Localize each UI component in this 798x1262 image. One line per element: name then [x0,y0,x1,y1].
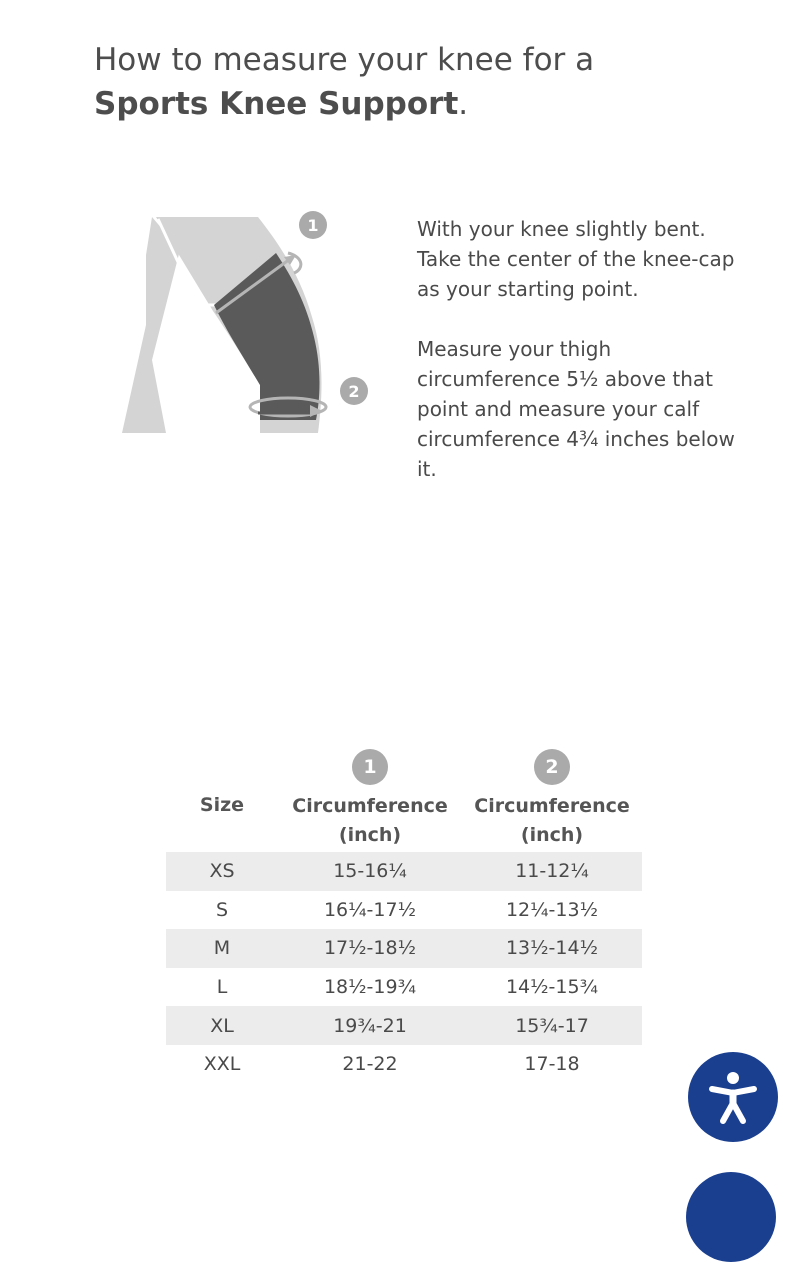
secondary-floating-button[interactable] [686,1172,776,1262]
thigh-circumference-cell: 21-22 [342,1053,398,1076]
col2-header [462,791,642,852]
calf-circumference-cell: 15¾-17 [462,1006,642,1045]
title-line1: How to measure your knee for a [94,42,595,78]
size-cell: L [216,976,228,999]
thigh-circumference-cell: 18½-19¾ [323,976,417,999]
table-row [166,852,642,891]
accessibility-button[interactable] [688,1052,778,1142]
size-chart-table [166,735,642,1084]
calf-circumference-cell: 17-18 [524,1053,580,1076]
calf-circumference-cell: 13½-14½ [462,929,642,968]
table-marker-2: 2 [534,749,570,785]
table-header-row [166,791,642,852]
page-title [94,38,734,126]
instruction-paragraph-2: Measure your thigh circumference 5½ above that point and measure your calf circumference 4¾ inches below it. [417,337,735,481]
table-marker-2-cell [462,735,642,791]
instruction-paragraph-1: With your knee slightly bent. Take the center of the knee-cap as your starting point. [417,217,735,301]
table-row [166,929,642,968]
accessibility-person-icon [704,1068,762,1126]
table-marker-1-cell [278,735,462,791]
calf-circumference-cell: 12¼-13½ [505,898,599,921]
marker-1-label: 1 [307,216,319,235]
table-row [166,968,642,1007]
col2-header-unit: (inch) [520,824,584,846]
thigh-circumference-cell: 19¾-21 [278,1006,462,1045]
col1-header-title: Circumference [292,795,448,817]
table-marker-1: 1 [352,749,388,785]
size-column-header: Size [199,794,245,816]
size-cell: XS [166,852,278,891]
calf-circumference-cell: 11-12¼ [462,852,642,891]
table-row [166,1006,642,1045]
size-cell: XXL [203,1053,241,1076]
col2-header-title: Circumference [474,795,630,817]
title-product: Sports Knee Support [94,86,459,122]
size-cell: XL [166,1006,278,1045]
table-marker-row [166,735,642,791]
thigh-circumference-cell: 17½-18½ [278,929,462,968]
table-row [166,891,642,930]
empty-header-cell [166,735,278,791]
col1-header-unit: (inch) [338,824,402,846]
table-row [166,1045,642,1084]
thigh-circumference-cell: 15-16¼ [278,852,462,891]
measurement-instructions [417,214,737,514]
knee-measurement-diagram [118,205,388,440]
thigh-circumference-cell: 16¼-17½ [323,898,417,921]
marker-2-label: 2 [348,382,360,401]
size-cell: M [166,929,278,968]
title-period: . [458,86,469,122]
size-cell: S [215,898,229,921]
col1-header [278,791,462,852]
calf-circumference-cell: 14½-15¾ [505,976,599,999]
